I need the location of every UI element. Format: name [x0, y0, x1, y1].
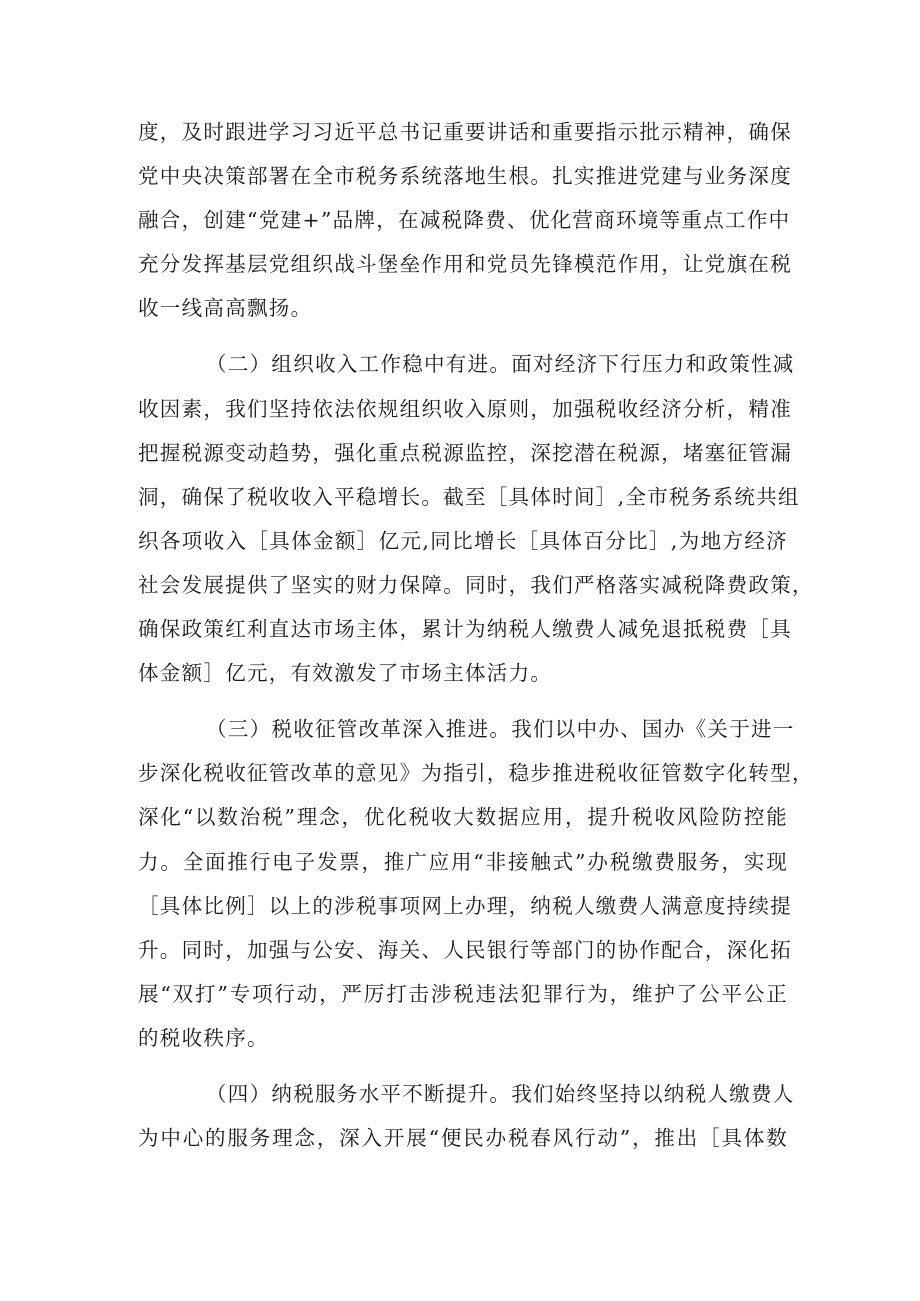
text-line: 织各项收入［具体金额］亿元,同比增长［具体百分比］,为地方经济	[138, 528, 788, 553]
paragraph-party-building	[138, 110, 792, 330]
text-line: 深化“以数治税”理念，优化税收大数据应用，提升税收风险防控能	[138, 805, 788, 830]
text-line: 升。同时，加强与公安、海关、人民银行等部门的协作配合，深化拓	[138, 937, 792, 962]
text-line: 度，及时跟进学习习近平总书记重要讲话和重要指示批示精神，确保	[138, 120, 792, 144]
text-line: 的税收秩序。	[138, 1025, 269, 1050]
paragraph-tax-reform	[138, 707, 814, 1060]
text-line: 社会发展提供了坚实的财力保障。同时，我们严格落实减税降费政策，	[138, 572, 814, 597]
text-line: 收因素，我们坚持依法依规组织收入原则，加强税收经济分析，精准	[138, 396, 792, 421]
text-line: 确保政策红利直达市场主体，累计为纳税人缴费人减免退抵税费［具	[138, 617, 792, 642]
text-line: 充分发挥基层党组织战斗堡垒作用和党员先锋模范作用，让党旗在税	[138, 252, 792, 277]
paragraph-tax-service	[138, 1072, 795, 1160]
text-line: 为中心的服务理念，深入开展“便民办税春风行动”，推出［具体数	[138, 1126, 788, 1151]
text-line: ［具体比例］以上的涉税事项网上办理，纳税人缴费人满意度持续提	[138, 893, 792, 918]
text-line: 展“双打”专项行动，严厉打击涉税违法犯罪行为，维护了公平公正	[138, 981, 788, 1006]
text-line: 党中央决策部署在全市税务系统落地生根。扎实推进党建与业务深度	[138, 164, 792, 189]
text-line: 融合，创建“党建+”品牌，在减税降费、优化营商环境等重点工作中	[138, 208, 791, 233]
text-line: （四）纳税服务水平不断提升。我们始终坚持以纳税人缴费人	[206, 1081, 795, 1106]
text-line: 力。全面推行电子发票，推广应用“非接触式”办税缴费服务，实现	[138, 849, 788, 874]
text-line: 把握税源变动趋势，强化重点税源监控，深挖潜在税源，堵塞征管漏	[138, 440, 792, 465]
text-line: （二）组织收入工作稳中有进。面对经济下行压力和政策性减	[206, 352, 795, 377]
text-line: 步深化税收征管改革的意见》为指引，稳步推进税收征管数字化转型，	[138, 761, 814, 786]
text-line: 收一线高高飘扬。	[138, 296, 313, 321]
document-body	[138, 110, 814, 1160]
text-line: （三）税收征管改革深入推进。我们以中办、国办《关于进一	[206, 717, 795, 742]
paragraph-revenue	[138, 342, 814, 695]
text-line: 洞，确保了税收收入平稳增长。截至［具体时间］,全市税务系统共组	[138, 484, 800, 509]
text-line: 体金额］亿元，有效激发了市场主体活力。	[138, 661, 553, 686]
